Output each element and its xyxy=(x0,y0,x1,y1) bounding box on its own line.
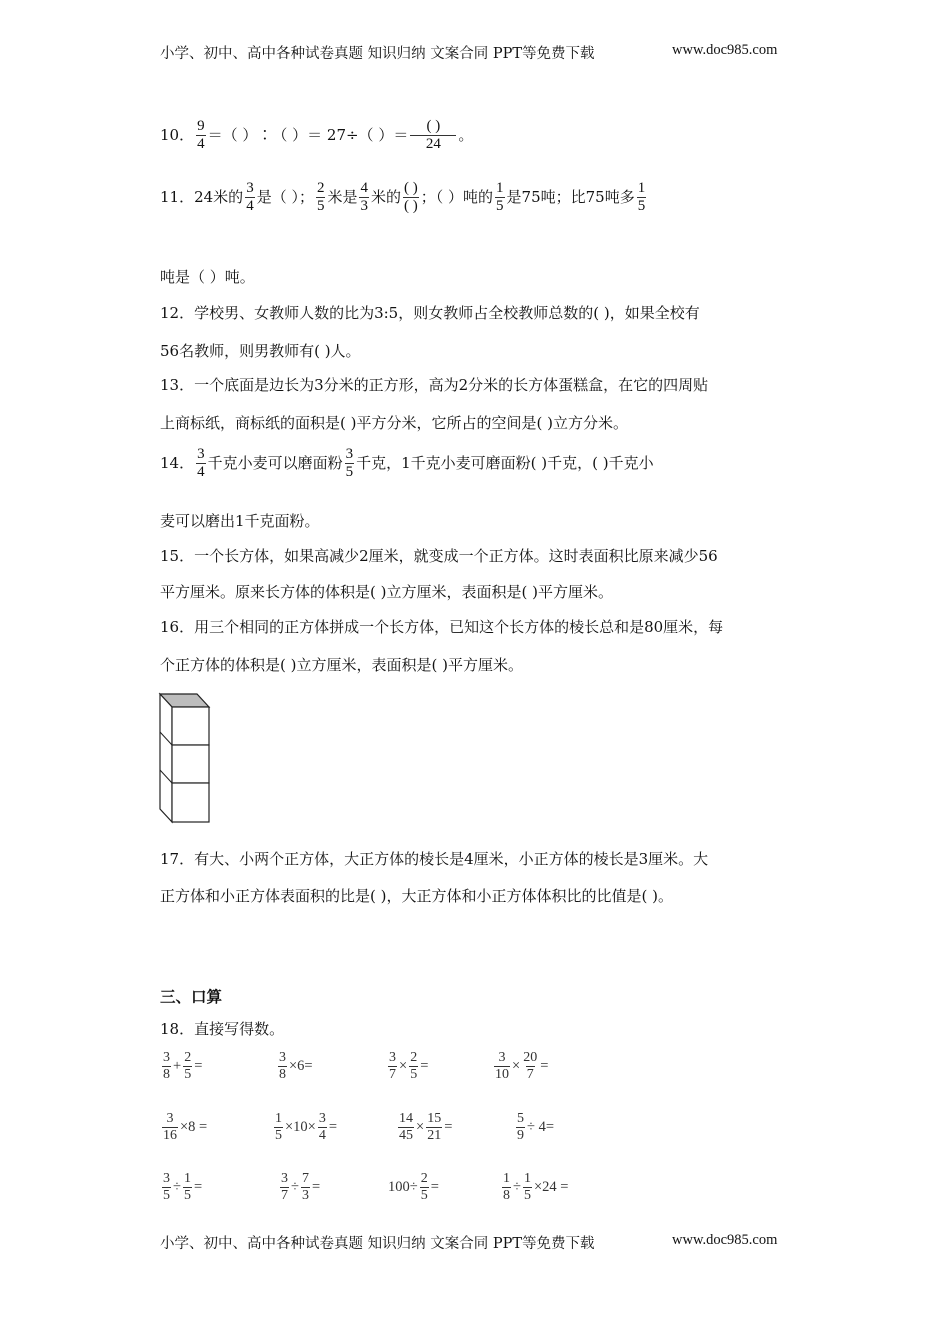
calc-item: $\frac{3}{7}$ × $\frac{2}{5}$ = xyxy=(389,1050,429,1083)
calc-item: $\frac{3}{5}$ ÷ $\frac{1}{5}$ = xyxy=(163,1171,203,1204)
stacked-cubes-figure xyxy=(155,690,217,826)
calc-item: $\frac{3}{16}$ ×8 = xyxy=(163,1111,208,1144)
question-text: ＝（ ）∶（ ）＝ 27÷（ ）＝ xyxy=(207,125,409,144)
cube-2 xyxy=(172,745,209,783)
fraction: $\frac{1}{5}$ xyxy=(637,180,646,215)
fraction: $\frac{3}{4}$ xyxy=(246,180,254,215)
calc-item: 100÷ $\frac{2}{5}$ = xyxy=(388,1171,439,1204)
question-16-line2: 个正方体的体积是( )立方厘米，表面积是( )平方厘米。 xyxy=(160,656,523,674)
fraction: $\frac{2}{5}$ xyxy=(316,180,325,215)
question-14: 14． $\frac{3}{4}$ 千克小麦可以磨面粉 $\frac{3}{5}$ 千克，1千克小麦可磨面粉( )千克，( )千克小 xyxy=(160,446,654,481)
calc-item: $\frac{3}{8}$ ×6= xyxy=(279,1050,313,1083)
fraction: $\frac{9}{4}$ xyxy=(197,118,205,153)
calc-item: $\frac{3}{7}$ ÷ $\frac{7}{3}$ = xyxy=(281,1171,321,1204)
cube-side-face xyxy=(160,694,172,822)
page-footer xyxy=(160,1232,778,1253)
question-15-line1: 15．一个长方体，如果高减少2厘米，就变成一个正方体。这时表面积比原来减少56 xyxy=(160,547,718,565)
page-header xyxy=(160,42,778,63)
question-11: 11．24米的 $\frac{3}{4}$ 是（ ）； $\frac{2}{5}$ 米是 $\frac{4}{3}$ 米的 $\frac{( )}{( )}$ ；（ ）吨的 $\frac{1}{5}$ 是75吨；比75吨多 $\frac{1}{5}$ xyxy=(160,180,646,215)
header-promo: 小学、初中、高中各种试卷真题 知识归纳 文案合同 PPT等免费下载 xyxy=(160,46,595,62)
question-11-line2: 吨是（ ）吨。 xyxy=(160,268,255,286)
question-number: 14． xyxy=(160,453,195,472)
calc-item: $\frac{1}{8}$ ÷ $\frac{1}{5}$ ×24 = xyxy=(503,1171,569,1204)
calc-item: $\frac{3}{8}$ + $\frac{2}{5}$ = xyxy=(163,1050,203,1083)
fraction: $\frac{4}{3}$ xyxy=(360,180,368,215)
cube-1 xyxy=(172,707,209,745)
section-title: 三、口算 xyxy=(160,987,223,1006)
header-site-link[interactable]: www.doc985.com xyxy=(672,42,778,58)
question-13-line2: 上商标纸，商标纸的面积是( )平方分米，它所占的空间是( )立方分米。 xyxy=(160,414,628,432)
fraction-blank: $\frac{( )}{( )}$ xyxy=(404,180,418,215)
question-number: 10． xyxy=(160,125,195,144)
calc-item: $\frac{3}{10}$ × $\frac{20}{7}$ = xyxy=(495,1050,549,1083)
question-15-line2: 平方厘米。原来长方体的体积是( )立方厘米，表面积是( )平方厘米。 xyxy=(160,583,613,601)
fraction: $\frac{3}{5}$ xyxy=(345,446,354,481)
question-13-line1: 13．一个底面是边长为3分米的正方形，高为2分米的长方体蛋糕盒，在它的四周贴 xyxy=(160,376,709,394)
question-14-line2: 麦可以磨出1千克面粉。 xyxy=(160,512,320,530)
question-17-line2: 正方体和小正方体表面积的比是( )，大正方体和小正方体体积比的比值是( )。 xyxy=(160,887,673,905)
question-12-line2: 56名教师，则男教师有( )人。 xyxy=(160,342,361,360)
calc-item: $\frac{5}{9}$ ÷ 4= xyxy=(517,1111,555,1144)
question-17-line1: 17．有大、小两个正方体，大正方体的棱长是4厘米，小正方体的棱长是3厘米。大 xyxy=(160,850,709,868)
question-16-line1: 16．用三个相同的正方体拼成一个长方体，已知这个长方体的棱长总和是80厘米，每 xyxy=(160,618,724,636)
question-12-line1: 12．学校男、女教师人数的比为3:5，则女教师占全校教师总数的( )，如果全校有 xyxy=(160,304,700,322)
fraction: $\frac{1}{5}$ xyxy=(496,180,504,215)
calc-item: $\frac{1}{5}$ ×10× $\frac{3}{4}$ = xyxy=(275,1111,338,1144)
question-number: 11．24米的 xyxy=(160,187,244,206)
footer-site-link[interactable]: www.doc985.com xyxy=(672,1232,778,1248)
question-18-title: 18．直接写得数。 xyxy=(160,1020,285,1038)
fraction: $\frac{3}{4}$ xyxy=(197,446,205,481)
footer-promo: 小学、初中、高中各种试卷真题 知识归纳 文案合同 PPT等免费下载 xyxy=(160,1236,595,1252)
fraction-blank: $\frac{( )}{24}$ xyxy=(410,118,456,154)
calc-item: $\frac{14}{45}$ × $\frac{15}{21}$ = xyxy=(399,1111,453,1144)
cube-3 xyxy=(172,783,209,822)
question-10: 10． $\frac{9}{4}$ ＝（ ）∶（ ）＝ 27÷（ ）＝ $\frac{( )}{24}$ 。 xyxy=(160,118,474,153)
